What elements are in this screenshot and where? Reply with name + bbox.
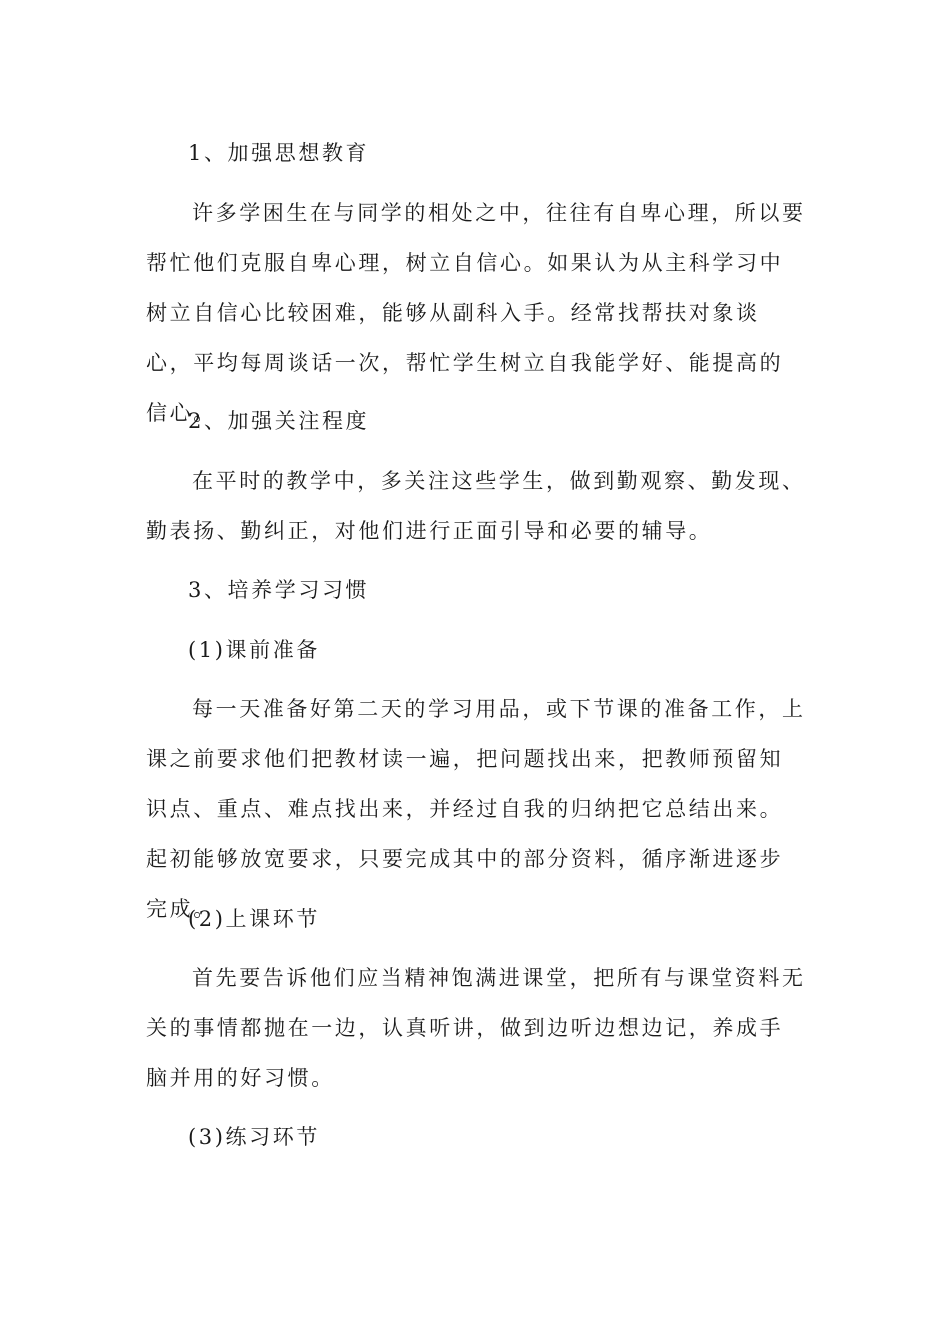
heading-strengthen-attention: 2、加强关注程度 — [188, 409, 370, 433]
heading-in-class: (2)上课环节 — [188, 907, 320, 931]
heading-practice: (3)练习环节 — [188, 1125, 320, 1149]
paragraph-pre-class-preparation: 每一天准备好第二天的学习用品，或下节课的准备工作，上课之前要求他们把教材读一遍，把问题找出来，把教师预留知识点、重点、难点找出来，并经过自我的归纳把它总结出来。起初能够放宽要求，只要完成其中的部分资料，循序渐进逐步完成。 — [146, 697, 806, 921]
paragraph-in-class: 首先要告诉他们应当精神饱满进课堂，把所有与课堂资料无关的事情都抛在一边，认真听讲，做到边听边想边记，养成手脑并用的好习惯。 — [146, 966, 806, 1090]
heading-study-habits: 3、培养学习习惯 — [188, 578, 370, 602]
heading-strengthen-ideological-education: 1、加强思想教育 — [188, 141, 370, 165]
heading-pre-class-preparation: (1)课前准备 — [188, 638, 320, 662]
paragraph-attention: 在平时的教学中，多关注这些学生，做到勤观察、勤发现、勤表扬、勤纠正，对他们进行正面引导和必要的辅导。 — [146, 469, 806, 543]
paragraph-self-confidence: 许多学困生在与同学的相处之中，往往有自卑心理，所以要帮忙他们克服自卑心理，树立自信心。如果认为从主科学习中树立自信心比较困难，能够从副科入手。经常找帮扶对象谈心，平均每周谈话一次，帮忙学生树立自我能学好、能提高的信心。 — [146, 201, 806, 425]
